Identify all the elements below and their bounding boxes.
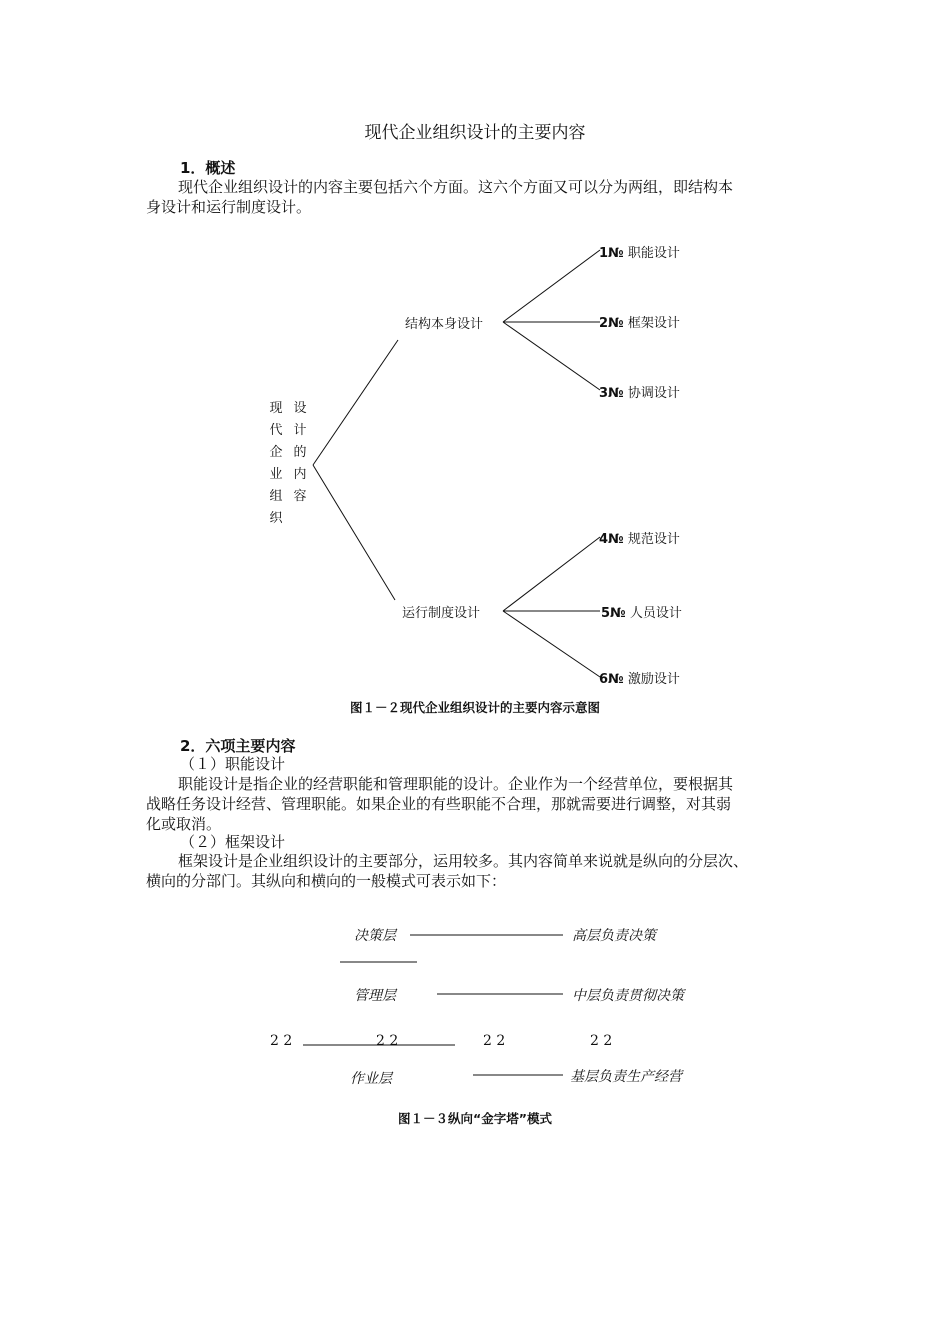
leaf-number: 6№ bbox=[599, 672, 624, 687]
leaf-number: 3№ bbox=[599, 386, 624, 401]
figure-caption-1-3: 图１－３纵向“金字塔”模式 bbox=[398, 1111, 552, 1126]
root-char: 织 bbox=[269, 511, 283, 526]
leaf-label: 规范设计 bbox=[627, 532, 680, 547]
layer-management: 管理层 bbox=[354, 988, 396, 1004]
layer-decision: 决策层 bbox=[354, 928, 396, 944]
root-char: 企 bbox=[269, 445, 283, 460]
root-char: 现 bbox=[269, 401, 283, 416]
function-paragraph-line2: 战略任务设计经营、管理职能。如果企业的有些职能不合理，那就需要进行调整，对其弱 bbox=[146, 795, 732, 813]
layer-management-desc: 中层负责贯彻决策 bbox=[572, 988, 684, 1004]
root-char: 业 bbox=[269, 467, 283, 482]
leaf-label: 框架设计 bbox=[627, 316, 680, 331]
leaf-label: 职能设计 bbox=[627, 246, 680, 261]
leaf-number: 4№ bbox=[599, 532, 624, 547]
overview-paragraph-line2: 身设计和运行制度设计。 bbox=[146, 198, 312, 216]
framework-paragraph-line1: 框架设计是企业组织设计的主要部分，运用较多。其内容简单来说就是纵向的分层次、 bbox=[178, 852, 749, 870]
subheading-function-design: （１）职能设计 bbox=[180, 755, 286, 773]
mark: 2 2 bbox=[590, 1033, 613, 1049]
mark: 2 2 bbox=[270, 1033, 293, 1049]
overview-paragraph-line1: 现代企业组织设计的内容主要包括六个方面。这六个方面又可以分为两组，即结构本 bbox=[178, 178, 734, 196]
root-char: 代 bbox=[269, 423, 283, 438]
leaf-label: 人员设计 bbox=[629, 606, 682, 621]
leaf-number: 5№ bbox=[601, 606, 626, 621]
root-char: 的 bbox=[293, 445, 307, 460]
leaf-number: 1№ bbox=[599, 246, 624, 261]
layer-decision-desc: 高层负责决策 bbox=[572, 928, 656, 944]
section-heading-overview: 1．概述 bbox=[180, 159, 236, 177]
mark: 2 2 bbox=[376, 1033, 399, 1049]
function-paragraph-line3: 化或取消。 bbox=[146, 815, 222, 833]
leaf-number: 2№ bbox=[599, 316, 624, 331]
leaf-label: 协调设计 bbox=[627, 386, 680, 401]
page-title: 现代企业组织设计的主要内容 bbox=[364, 123, 586, 143]
subheading-framework-design: （２）框架设计 bbox=[180, 833, 286, 851]
framework-paragraph-line2: 横向的分部门。其纵向和横向的一般模式可表示如下： bbox=[146, 872, 507, 890]
branch-structure-design: 结构本身设计 bbox=[405, 317, 484, 332]
leaf-label: 激励设计 bbox=[627, 672, 680, 687]
root-char: 内 bbox=[293, 467, 307, 482]
root-char: 计 bbox=[293, 423, 307, 438]
layer-operation-desc: 基层负责生产经营 bbox=[570, 1069, 682, 1085]
mark: 2 2 bbox=[483, 1033, 506, 1049]
root-char: 组 bbox=[269, 489, 283, 504]
figure-caption-1-2: 图１－２现代企业组织设计的主要内容示意图 bbox=[349, 700, 600, 715]
branch-operation-design: 运行制度设计 bbox=[402, 606, 481, 621]
root-char: 容 bbox=[293, 489, 307, 504]
root-char: 设 bbox=[293, 401, 307, 416]
layer-operation: 作业层 bbox=[350, 1071, 392, 1087]
function-paragraph-line1: 职能设计是指企业的经营职能和管理职能的设计。企业作为一个经营单位，要根据其 bbox=[178, 775, 734, 793]
section-heading-six-items: 2．六项主要内容 bbox=[180, 737, 296, 755]
